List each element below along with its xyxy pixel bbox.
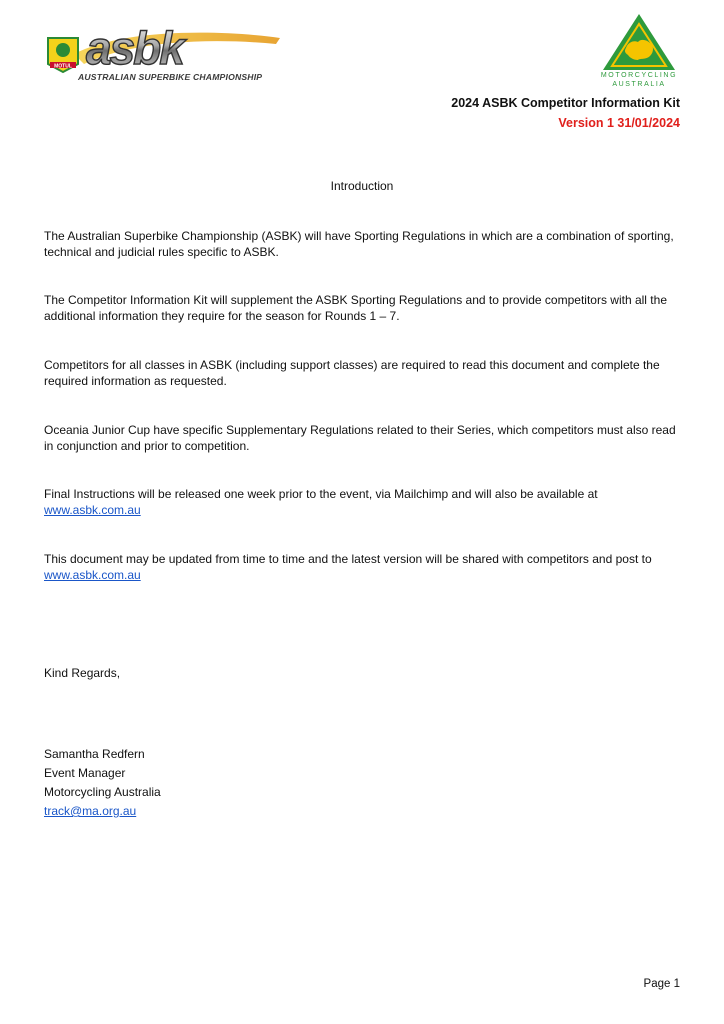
paragraph-final-instructions [44,486,684,518]
asbk-logo [44,24,294,86]
signature-name: Samantha Redfern [44,747,145,761]
update-notice-text: This document may be updated from time to time and the latest version will be shared with competitors and post to [44,552,652,566]
asbk-wordmark: asbk [86,24,183,74]
document-title: 2024 ASBK Competitor Information Kit [451,96,680,110]
paragraph-update-notice [44,551,684,583]
final-instructions-text: Final Instructions will be released one week prior to the event, via Mailchimp and will also be available at [44,487,598,501]
asbk-website-link-2[interactable]: www.asbk.com.au [44,568,141,582]
signature-email-link[interactable]: track@ma.org.au [44,804,137,818]
paragraph-information-kit: The Competitor Information Kit will supplement the ASBK Sporting Regulations and to provide competitors with all the additional information they require for the season for Rounds 1 – 7. [44,293,667,323]
paragraph-oceania-junior-cup: Oceania Junior Cup have specific Supplementary Regulations related to their Series, which competitors must also read in conjunction and prior to competition. [44,423,676,453]
document-version: Version 1 31/01/2024 [558,116,680,130]
asbk-logo-graphic [44,24,294,86]
asbk-tagline: AUSTRALIAN SUPERBIKE CHAMPIONSHIP [78,72,263,82]
signature-role: Event Manager [44,766,126,780]
closing-regards: Kind Regards, [44,666,121,680]
page-number: Page 1 [643,978,680,990]
motul-badge-text: MOTUL [54,63,72,70]
motul-badge [48,38,78,72]
ma-logo-line2: AUSTRALIA [612,81,666,88]
paragraph-all-classes: Competitors for all classes in ASBK (including support classes) are required to read this document and complete the required information as requested. [44,358,660,388]
signature-organisation: Motorcycling Australia [44,785,161,799]
motorcycling-australia-logo [600,12,678,94]
asbk-website-link[interactable]: www.asbk.com.au [44,503,141,517]
introduction-heading: Introduction [330,179,394,193]
paragraph-asbk-regulations: The Australian Superbike Championship (ASBK) will have Sporting Regulations in which are a combination of sporting, technical and judicial rules specific to ASBK. [44,229,674,259]
ma-logo-line1: MOTORCYCLING [600,72,678,79]
ma-triangle-icon [600,12,678,72]
